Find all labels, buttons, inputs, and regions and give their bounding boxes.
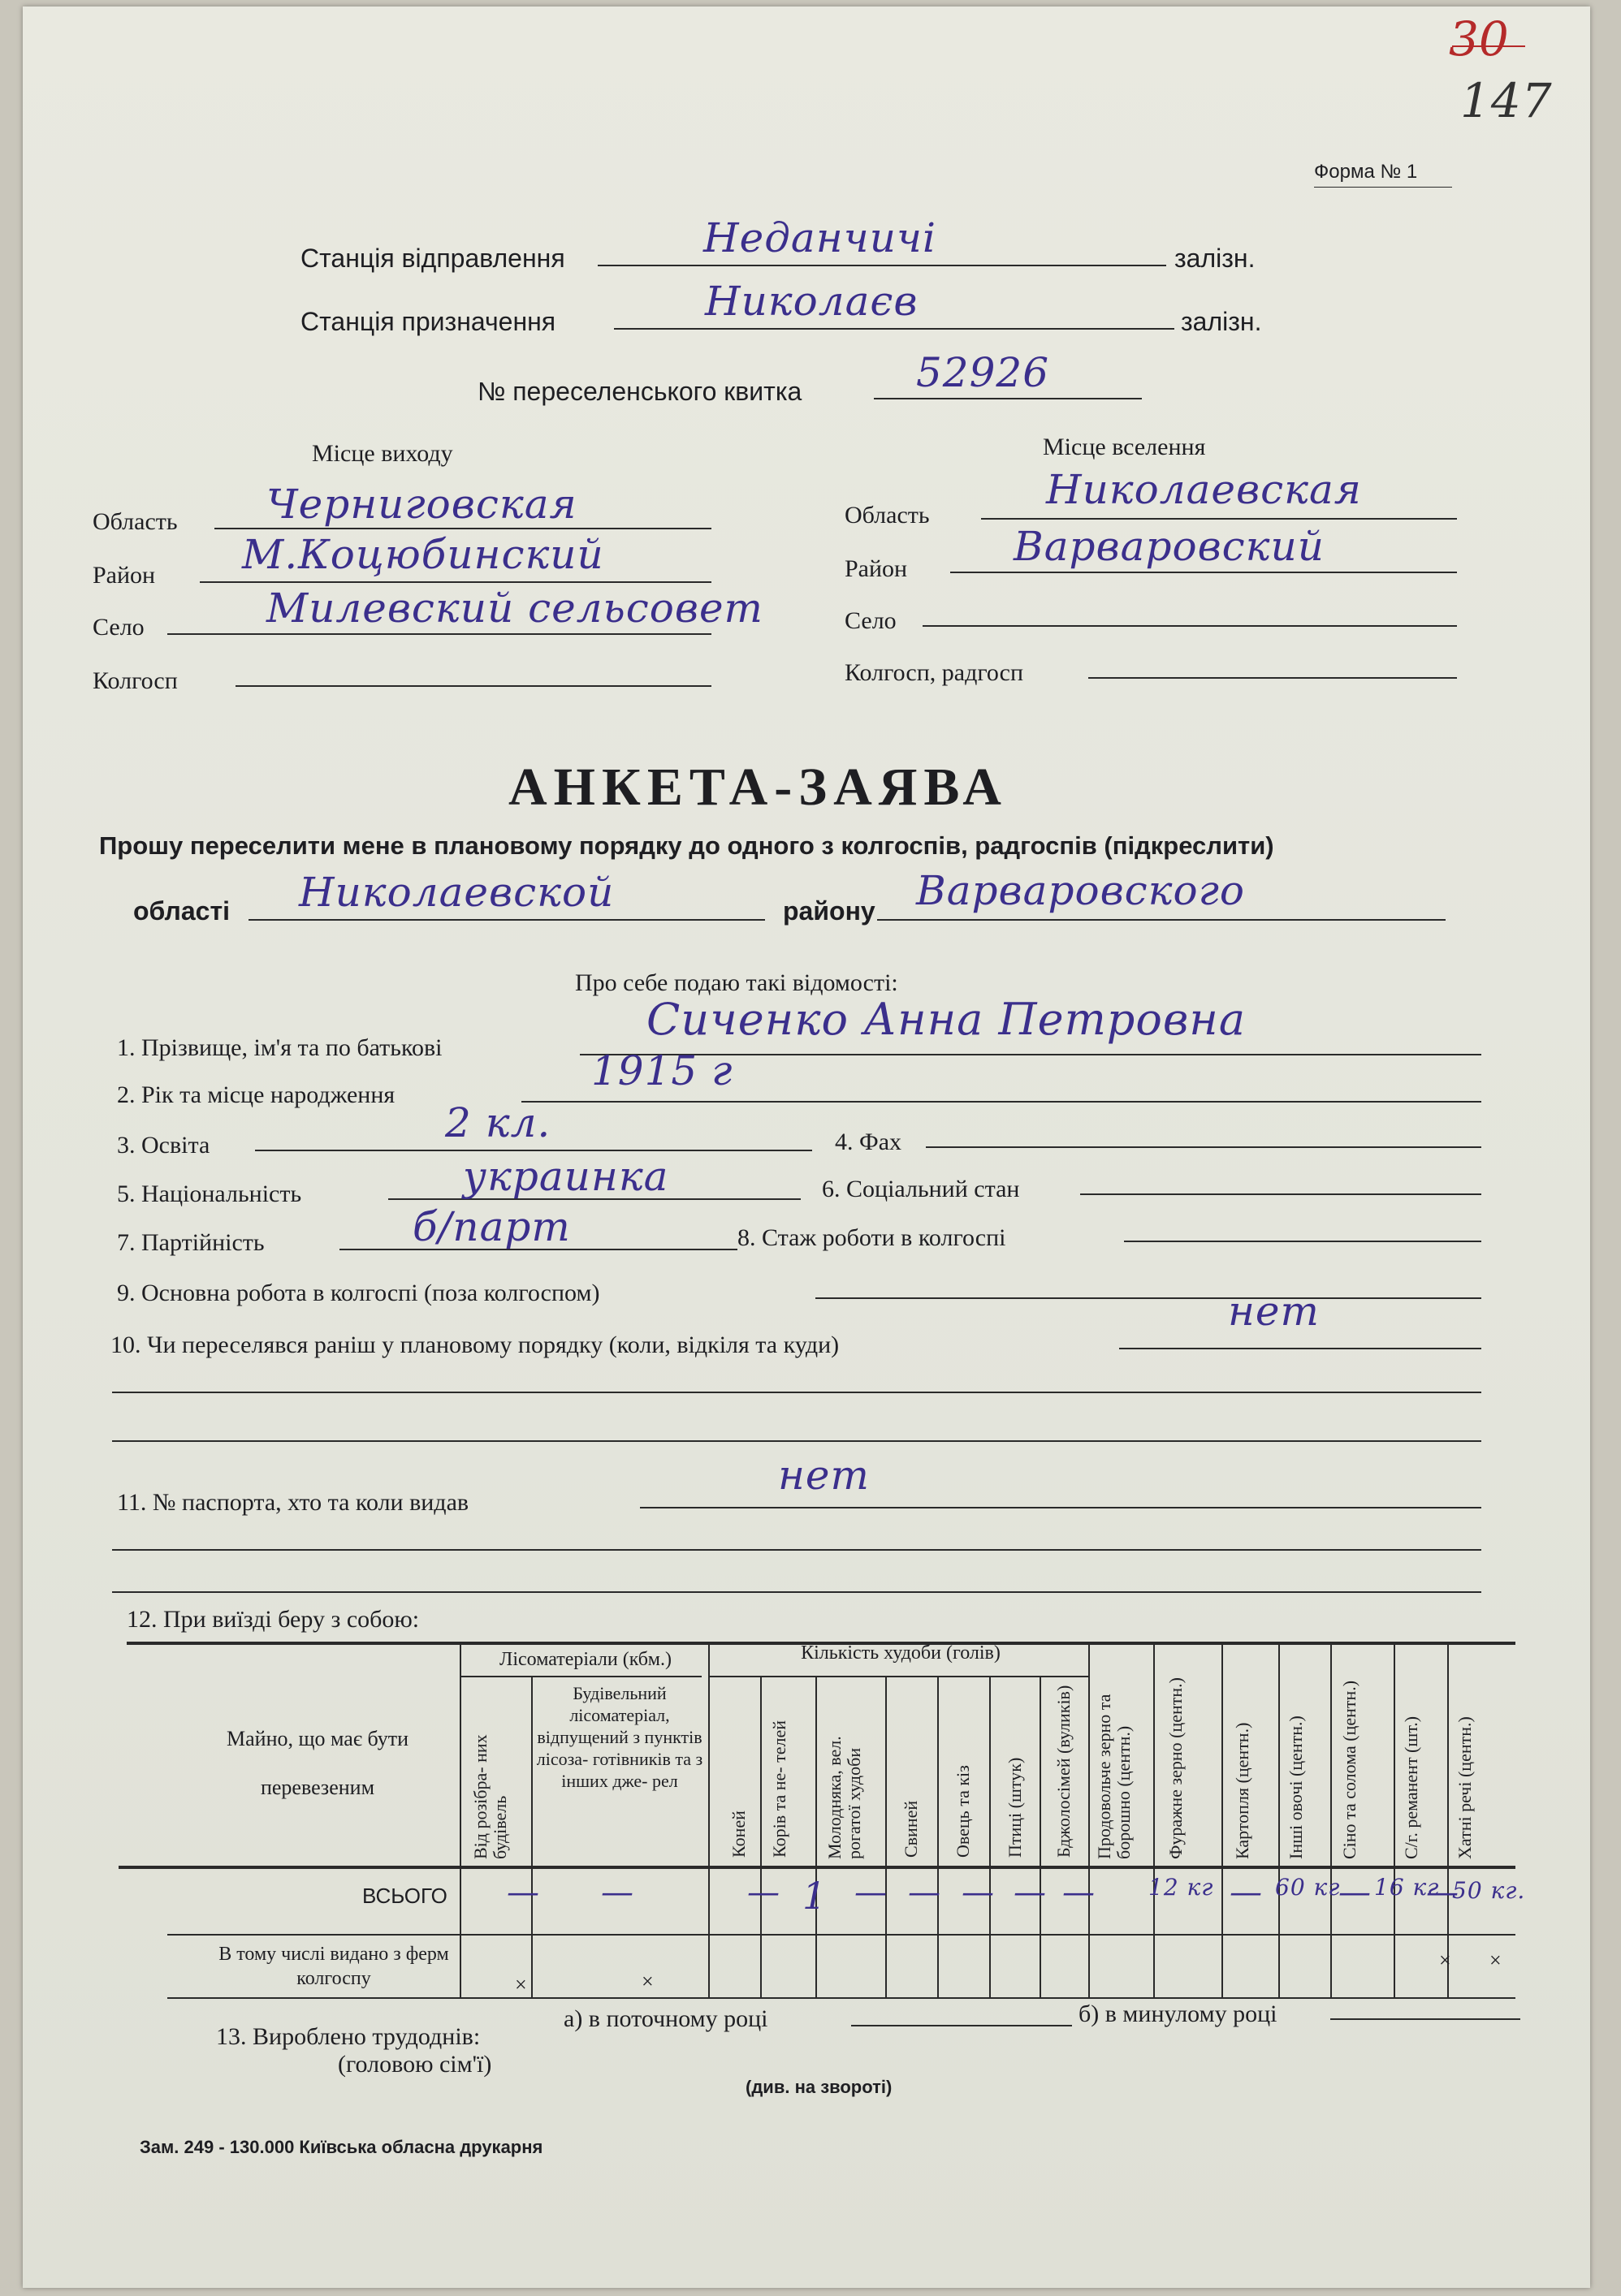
request-oblast-label: області [133, 896, 230, 926]
total-cell-9[interactable]: 12 кг [1148, 1874, 1214, 1901]
col-header-1: Будівельний лісоматеріал, відпущений з пунктів лісоза- готівників та з інших дже- рел [536, 1683, 703, 1791]
destination-line [614, 328, 1174, 330]
col-header-10: Фуражне зерно (центн.) [1165, 1677, 1186, 1859]
farm-cell-14: × [1439, 1949, 1451, 1972]
total-cell-7[interactable]: — [1014, 1874, 1047, 1911]
total-cell-4[interactable]: — [854, 1874, 888, 1911]
col-divider-11 [1221, 1642, 1223, 1997]
farm-cell-15: × [1489, 1949, 1502, 1972]
printer-imprint: Зам. 249 - 130.000 Київська обласна друкарня [140, 2137, 543, 2157]
total-cell-1[interactable]: — [601, 1874, 634, 1911]
origin-rayon-value[interactable]: М.Коцюбинский [242, 531, 604, 578]
field6-line [1080, 1193, 1481, 1195]
field3-line [255, 1150, 812, 1151]
col-header-8: Бджолосімей (вуликів) [1053, 1685, 1074, 1858]
total-cell-2[interactable]: — [747, 1874, 780, 1911]
field10-line [1119, 1348, 1481, 1349]
total-cell-11[interactable]: 60 кг [1275, 1874, 1341, 1901]
col-property-header: Майно, що має бути перевезеним [227, 1727, 408, 1799]
col-header-12: Інші овочі (центн.) [1286, 1716, 1306, 1859]
request-oblast-value[interactable]: Николаевской [299, 869, 615, 916]
field13-a-label: а) в поточному році [564, 2005, 768, 2032]
origin-oblast-value[interactable]: Черниговская [266, 481, 577, 528]
field10-label: 10. Чи переселявся раніш у плановому порядку (коли, відкіля та куди) [110, 1331, 840, 1358]
field10-line-3 [112, 1440, 1481, 1442]
field10-line-2 [112, 1392, 1481, 1393]
archive-strike [1452, 45, 1525, 47]
col-divider-6 [937, 1676, 939, 1997]
col-header-3: Корів та не- телей [769, 1720, 789, 1858]
see-back-note: (див. на звороті) [746, 2077, 893, 2097]
request-rayon-label: району [783, 896, 875, 926]
field13-sublabel: (головою сім'ї) [338, 2051, 492, 2078]
field1-value[interactable]: Сиченко Анна Петровна [646, 994, 1247, 1045]
col-divider-0 [460, 1642, 461, 1997]
request-oblast-line [249, 919, 765, 921]
row-total-label: ВСЬОГО [362, 1884, 447, 1908]
origin-kolhosp-label: Колгосп [93, 667, 178, 694]
dest-oblast-label: Область [845, 502, 930, 529]
origin-selo-label: Село [93, 614, 145, 641]
departure-station-label: Станція відправлення [300, 244, 565, 273]
col-divider-13 [1330, 1642, 1332, 1997]
form-label: Форма № 1 [1314, 161, 1418, 183]
destination-suffix: залізн. [1181, 307, 1262, 336]
field8-label: 8. Стаж роботи в колгоспі [737, 1224, 1006, 1251]
farm-cell-0: × [515, 1973, 527, 1996]
origin-kolhosp-line [236, 685, 711, 687]
field9-label: 9. Основна робота в колгоспі (поза колгоспом) [117, 1280, 600, 1306]
total-cell-6[interactable]: — [962, 1874, 995, 1911]
total-cell-15[interactable]: 50 кг. [1452, 1877, 1526, 1904]
col-divider-12 [1278, 1642, 1280, 1997]
col-divider-1 [531, 1676, 533, 1997]
departure-suffix: залізн. [1174, 244, 1256, 273]
dest-rayon-line [950, 572, 1457, 573]
field13-b-line [1330, 2018, 1520, 2020]
total-cell-10[interactable]: — [1230, 1874, 1263, 1911]
col-header-5: Свиней [901, 1800, 921, 1858]
request-text: Прошу переселити мене в плановому порядку до одного з колгоспів, радгоспів (підкреслити) [99, 831, 1274, 860]
field4-line [926, 1146, 1481, 1148]
col-divider-8 [1040, 1676, 1041, 1997]
field12-label: 12. При виїзді беру з собою: [127, 1606, 420, 1633]
col-header-4: Молодняка, вел. рогатої худоби [824, 1736, 864, 1859]
field13-b-label: б) в минулому році [1079, 2000, 1277, 2027]
total-cell-0[interactable]: — [507, 1874, 540, 1911]
total-cell-12[interactable]: — [1338, 1874, 1372, 1911]
col-divider-2 [708, 1642, 710, 1997]
farm-cell-1: × [642, 1970, 654, 1993]
origin-oblast-label: Область [93, 508, 178, 535]
col-header-2: Коней [728, 1810, 749, 1858]
field11-line-3 [112, 1591, 1481, 1593]
origin-rayon-line [200, 581, 711, 583]
col-divider-5 [885, 1676, 887, 1997]
total-cell-8[interactable]: — [1062, 1874, 1096, 1911]
timber-group-divider [460, 1676, 702, 1677]
destination-station-label: Станція призначення [300, 307, 556, 336]
form-title: АНКЕТА-ЗАЯВА [508, 757, 1008, 817]
origin-oblast-line [214, 528, 711, 529]
origin-selo-line [167, 633, 711, 635]
dest-rayon-label: Район [845, 555, 908, 582]
field5-value[interactable]: украинка [463, 1153, 669, 1200]
col-header-15: Хатні речі (центн.) [1455, 1716, 1475, 1859]
field3-label: 3. Освіта [117, 1132, 210, 1159]
ticket-value[interactable]: 52926 [916, 349, 1050, 396]
archive-number-old: 30 [1449, 11, 1509, 67]
dest-selo-label: Село [845, 607, 897, 634]
field10-value[interactable]: нет [1228, 1288, 1320, 1335]
col-divider-4 [815, 1676, 817, 1997]
table-row-divider [167, 1934, 1515, 1936]
origin-selo-value[interactable]: Милевский сельсовет [266, 585, 763, 632]
field2-line [521, 1101, 1481, 1103]
origin-heading: Місце виходу [312, 440, 453, 467]
dest-kolhosp-label: Колгосп, радгосп [845, 659, 1024, 686]
col-header-0: Від розібра- них будівель [470, 1734, 510, 1859]
col-divider-10 [1153, 1642, 1155, 1997]
field11-label: 11. № паспорта, хто та коли видав [117, 1489, 469, 1516]
field1-label: 1. Прізвище, ім'я та по батькові [117, 1034, 443, 1061]
dest-oblast-line [981, 518, 1457, 520]
archive-number-new: 147 [1460, 73, 1553, 128]
col-divider-15 [1447, 1642, 1449, 1997]
col-header-9: Продовольче зерно та борошно (центн.) [1094, 1694, 1134, 1859]
total-cell-5[interactable]: — [908, 1874, 941, 1911]
field7-label: 7. Партійність [117, 1229, 265, 1256]
origin-rayon-label: Район [93, 562, 156, 589]
field7-value[interactable]: б/парт [413, 1203, 571, 1250]
group-timber-header: Лісоматеріали (кбм.) [499, 1649, 672, 1670]
col-header-13: Сіно та солома (центн.) [1339, 1680, 1359, 1859]
field2-label: 2. Рік та місце народження [117, 1081, 396, 1108]
form-page [23, 6, 1590, 2288]
field5-label: 5. Національність [117, 1180, 302, 1207]
dest-oblast-value[interactable]: Николаевская [1046, 466, 1362, 513]
request-rayon-line [877, 919, 1446, 921]
field13-a-line [851, 2025, 1072, 2026]
request-rayon-value[interactable]: Варваровского [916, 867, 1246, 914]
col-header-11: Картопля (центн.) [1232, 1722, 1252, 1859]
departure-station-value[interactable]: Неданчичі [703, 214, 937, 261]
dest-selo-line [923, 625, 1457, 627]
col-header-7: Птиці (штук) [1005, 1757, 1025, 1858]
field6-label: 6. Соціальний стан [822, 1176, 1020, 1202]
field8-line [1124, 1241, 1481, 1242]
ticket-label: № переселенського квитка [478, 377, 802, 406]
total-cell-13[interactable]: 16 кг [1374, 1874, 1440, 1901]
col-divider-14 [1394, 1642, 1395, 1997]
total-cell-14[interactable]: — [1426, 1874, 1459, 1911]
field11-line [640, 1507, 1481, 1508]
field11-value[interactable]: нет [778, 1452, 870, 1499]
destination-station-value[interactable]: Николаєв [705, 278, 919, 325]
dest-rayon-value[interactable]: Варваровский [1014, 523, 1325, 570]
col-divider-9 [1088, 1642, 1090, 1997]
col-header-6: Овець та кіз [953, 1765, 973, 1858]
table-bottom-border [167, 1997, 1515, 1999]
dest-kolhosp-line [1088, 677, 1457, 679]
dest-heading: Місце вселення [1043, 434, 1206, 460]
col-divider-3 [760, 1676, 762, 1997]
field13-label: 13. Вироблено трудоднів: [216, 2023, 481, 2050]
col-header-14: С/г. реманент (шт.) [1401, 1716, 1421, 1859]
ticket-line [874, 398, 1142, 399]
total-cell-3[interactable]: 1 [802, 1874, 828, 1918]
livestock-group-divider [708, 1676, 1088, 1677]
field4-label: 4. Фах [835, 1129, 902, 1155]
form-label-underline [1314, 187, 1452, 188]
group-livestock-header: Кількість худоби (голів) [801, 1642, 1001, 1664]
row-farm-label: В тому числі видано з ферм колгоспу [218, 1944, 449, 1989]
col-divider-7 [989, 1676, 991, 1997]
field3-value[interactable]: 2 кл. [445, 1099, 551, 1146]
field11-line-2 [112, 1549, 1481, 1551]
departure-line [598, 265, 1166, 266]
table-header-bottom [119, 1866, 1515, 1869]
field2-value[interactable]: 1915 г [591, 1047, 733, 1094]
intro-text: Про себе подаю такі відомості: [575, 969, 898, 996]
field9-line [815, 1297, 1481, 1299]
